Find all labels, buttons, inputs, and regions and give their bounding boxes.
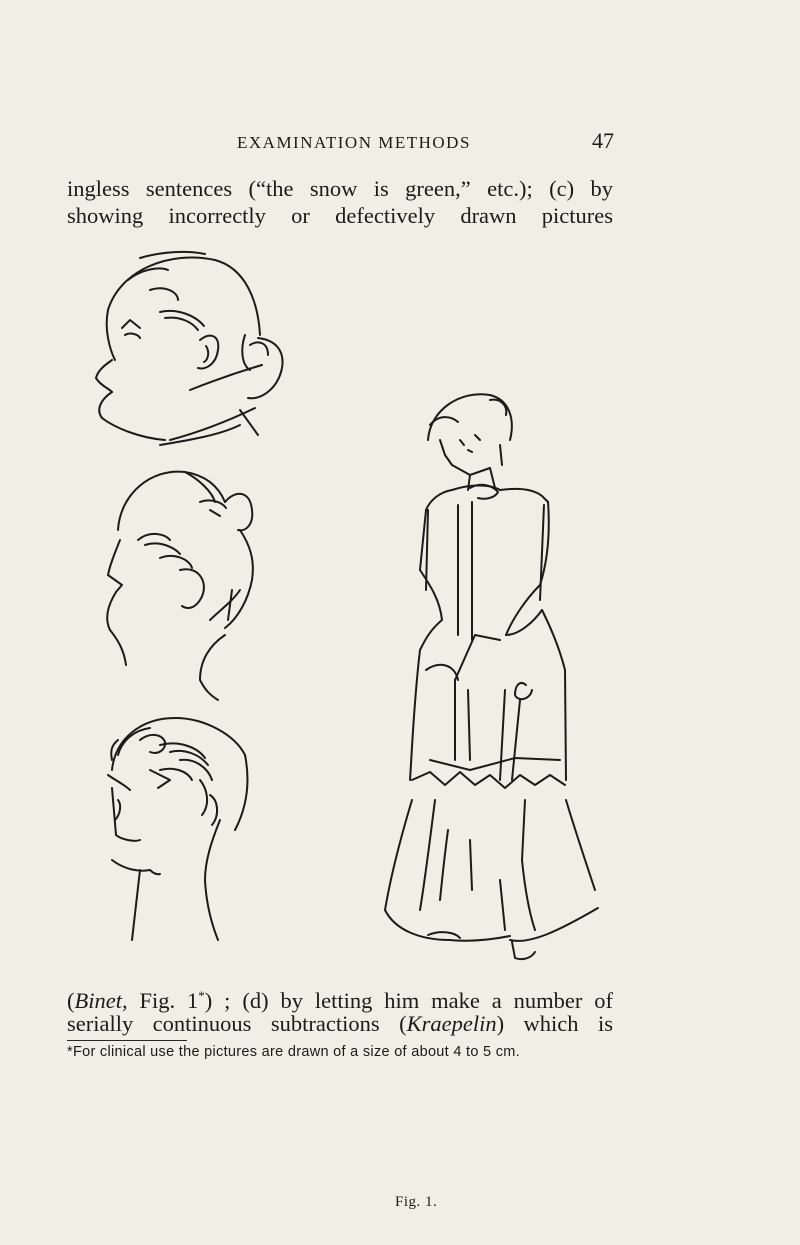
profile-head-2 <box>107 472 253 700</box>
page-number: 47 <box>592 128 614 153</box>
footnote: *For clinical use the pictures are drawn of a size of about 4 to 5 cm. <box>67 1044 520 1060</box>
figure-reference: Fig. 1 <box>127 988 199 1013</box>
body-text-fragment: ) which is <box>496 1011 613 1036</box>
open-paren: ( <box>67 988 75 1013</box>
profile-head-3 <box>108 718 248 940</box>
body-text-line <box>67 1010 613 1038</box>
footnote-marker: * <box>198 988 205 1003</box>
running-title: EXAMINATION METHODS <box>237 133 471 152</box>
author-name: Kraepelin <box>406 1011 497 1036</box>
body-text-fragment: ) ; (d) by letting him make a number of <box>204 988 613 1013</box>
body-text-fragment: serially continuous subtractions ( <box>67 1011 407 1036</box>
figure-illustration <box>0 240 800 980</box>
woman-figure <box>385 394 598 959</box>
author-name: Binet, <box>74 988 128 1013</box>
profile-head-1 <box>96 252 283 445</box>
body-text-line: ingless sentences (“the snow is green,” etc.); (c) by <box>67 176 613 201</box>
body-text-line: showing incorrectly or defectively drawn pictures <box>67 203 613 228</box>
footnote-rule <box>67 1040 187 1041</box>
figure-caption: Fig. 1. <box>395 1194 438 1210</box>
